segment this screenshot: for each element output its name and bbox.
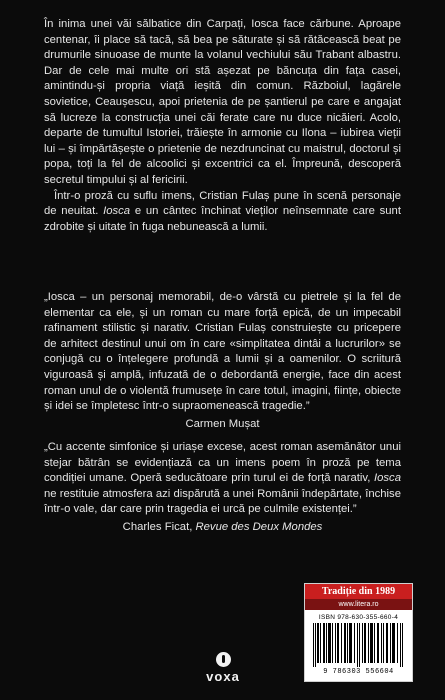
review-author: Carmen Mușat	[185, 417, 260, 430]
publisher-url: www.litera.ro	[305, 599, 412, 610]
synopsis-p2-start: Într-o proză cu suflu imens, Cristian Fulaș pune în scenă personaje de neuitat.	[44, 189, 401, 218]
book-title-inline: Iosca	[373, 472, 401, 485]
barcode-digits: 9 786303 556604	[323, 668, 394, 676]
barcode-icon	[311, 623, 406, 667]
isbn-label: ISBN 978-630-355-660-4	[318, 614, 399, 621]
publisher-name: voxa	[206, 669, 240, 684]
review-author-name: Charles Ficat,	[122, 520, 196, 533]
voxa-logo-icon	[216, 652, 231, 667]
review-publication: Revue des Deux Mondes	[195, 520, 323, 533]
review-author	[44, 520, 401, 536]
publisher-logo	[196, 652, 250, 684]
barcode-box	[304, 583, 413, 682]
book-title-inline: Iosca	[103, 205, 131, 218]
review-quote-end: ne restituie atmosfera azi dispărută a unei Românii îndepărtate, închise într-o vale, dar care prin tragedia ei urcă pe culmile existenței.”	[44, 487, 401, 516]
review-quote-start: „Cu accente simfonice și uriașe excese, acest roman asemănător unui stejar bătrân se evidențiază ca un imens poem în proză pe tema condiției umane. Operă seducătoare prin turul ei de forță narativ,	[44, 441, 401, 485]
synopsis-text	[44, 17, 401, 235]
review-quote	[44, 440, 401, 518]
review-carmen-musat	[44, 290, 401, 432]
synopsis-paragraph-1: În inima unei văi sălbatice din Carpați, Iosca face cărbune. Aproape centenar, îi place să tacă, să bea pe săturate și să rătăcească beat pe drumurile sinuoase de munte la volanul vechiului său Trabant albastru. Dar de cele mai multe ori stă așezat pe băncuța din fața casei, amintindu-și propria viață ieșită din comun. Războiul, lagărele sovietice, Ceaușescu, apoi prietenia de pe șantierul pe care e angajat să lucreze la construcția unei căi ferate care nu duce nicăieri. Acolo, departe de tumultul Istoriei, trăiește în armonie cu Ilona – iubirea vieții lui – și împărtășește o prietenie de nezdruncinat cu maistrul, doctorul și popa, toți la fel de alcoolici și excentrici ca el. Împreună, descoperă secretul timpului și al fericirii.	[44, 18, 401, 186]
publisher-tagline: Tradiție din 1989	[305, 584, 412, 599]
review-charles-ficat	[44, 440, 401, 536]
review-quote: „Iosca – un personaj memorabil, de-o vârstă cu pietrele și la fel de elementar ca ele, și un roman cu mare forță epică, de un impecabil rafinament stilistic și narativ. Cristian Fulaș construiește cu pricepere de arhitect destinul unui om în care «simplitatea dintâi a lucrurilor» se conjugă cu o înțelegere profundă a lumii și a oamenilor. O scriitură viguroasă și amplă, infuzată de o debordantă energie, face din acest roman unul de o violentă frumusețe în care totul, imagini, ființe, obiecte și idei se împletesc într-o supraomenească tragedie.”	[44, 291, 401, 413]
synopsis-p2-end: e un cântec închinat vieților neînsemnate care sunt zdrobite și uitate în fuga nebunească a lumii.	[44, 205, 401, 233]
synopsis-paragraph-2	[44, 189, 401, 236]
